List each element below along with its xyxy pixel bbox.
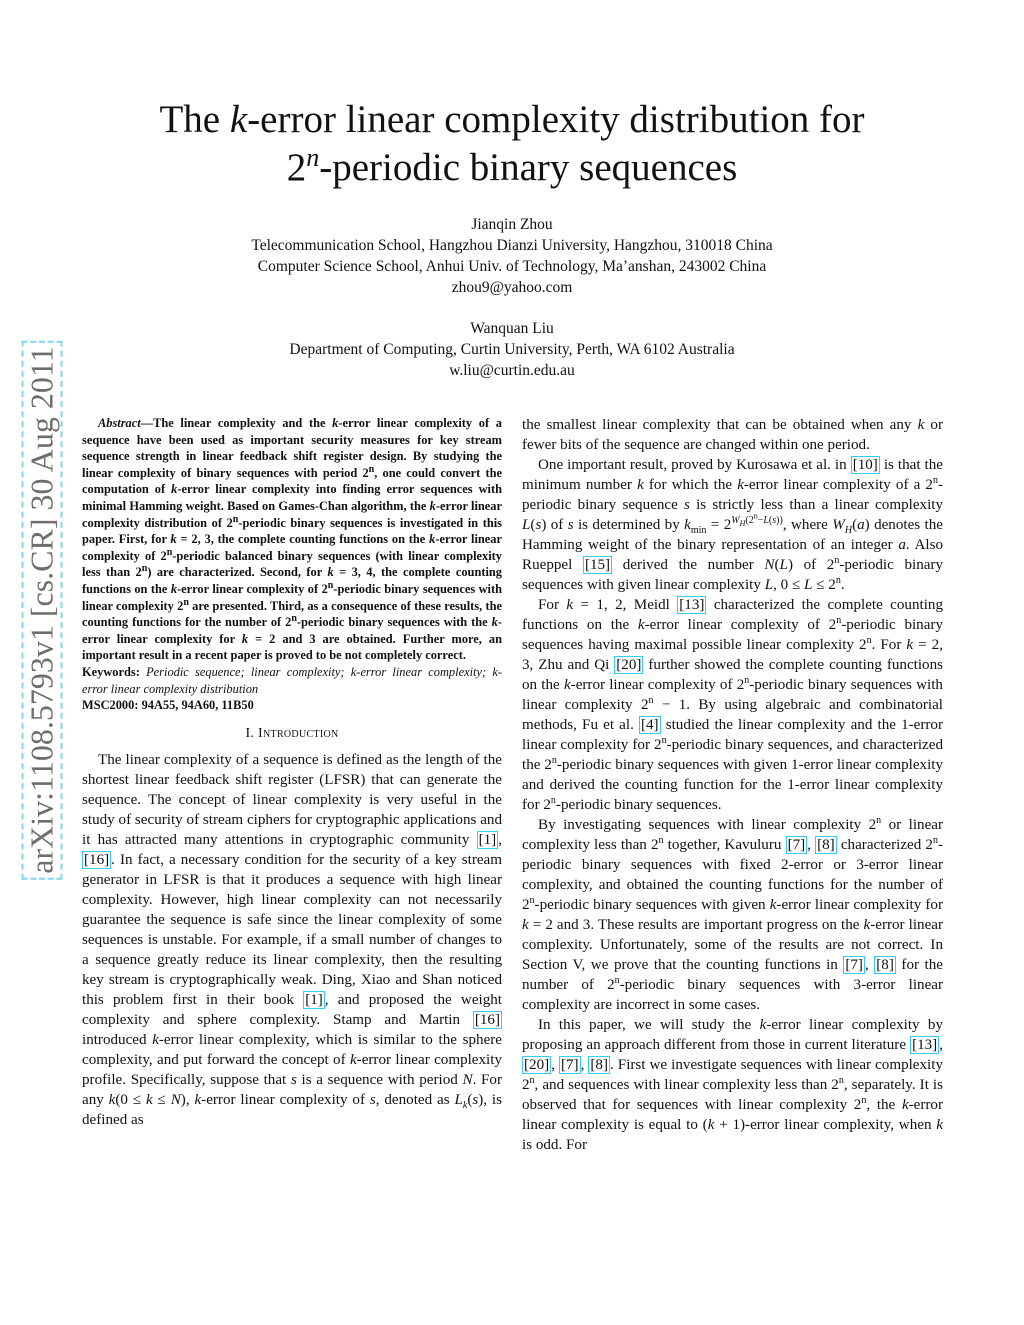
author-affiliation: Telecommunication School, Hangzhou Dianzi University, Hangzhou, 310018 China <box>251 237 773 254</box>
citation-link[interactable]: [8] <box>590 1057 608 1073</box>
title-line-1: The k-error linear complexity distribution for <box>159 98 865 141</box>
msc-codes: MSC2000: 94A55, 94A60, 11B50 <box>82 698 254 713</box>
citation-link[interactable]: [7] <box>845 957 863 973</box>
citation-link[interactable]: [4] <box>640 717 659 733</box>
author-affiliation: Computer Science School, Anhui Univ. of Technology, Ma’anshan, 243002 China <box>257 258 767 275</box>
author-name: Jianqin Zhou <box>471 216 553 233</box>
author-affiliation: Department of Computing, Curtin University, Perth, WA 6102 Australia <box>289 341 735 358</box>
abstract: Abstract—The linear complexity and the k-error linear complexity of a sequence have been used as important security measures for key stream sequence strength in linear feedback shift register design. By studying the linear complexity of binary sequences with period 2$^n$, one could convert the computation of k-error linear complexity into finding error sequences with minimal Hamming weight. Based on Games-Chan algorithm, the k-error linear complexity distribution of 2$^n$-periodic binary sequences is investigated in this paper. First, for k = 2, 3, the complete counting functions on the k-error linear complexity of 2$^n$-periodic balanced binary sequences (with linear complexity less than 2$^n$) are characterized. Second, for k = 3, 4, the complete counting functions on the k-error linear complexity of 2$^n$-periodic binary sequences with linear complexity 2$^n$ are presented. Third, as a consequence of these results, the counting functions for the number of 2$^n$-periodic binary sequences with the k-error linear complexity for k = 2 and 3 are obtained. Further more, an important result in a recent paper is proved to be not completely correct. <box>82 416 503 663</box>
citation-link[interactable]: [7] <box>560 1057 579 1073</box>
intro-paragraph-3: For k = 1, 2, Meidl [13] characterized the complete counting functions on the k-error linear complexity of 2$^n$-periodic binary sequences having maximal possible linear complexity 2$^n$. For k = 2, 3, Zhu and Qi [20] further showed the complete counting functions on the k-error linear complexity of 2$^n$-periodic binary sequences with linear complexity $2^n - 1$. By using algebraic and combinatorial methods, Fu et al. [4] studied the linear complexity and the 1-error linear complexity for 2$^n$-periodic binary sequences, and characterized the 2$^n$-periodic binary sequences with given 1-error linear complexity and derived the counting function for the 1-error linear complexity for 2$^n$-periodic binary sequences. <box>522 597 944 813</box>
author-name: Wanquan Liu <box>470 320 554 337</box>
citation-link[interactable]: [13] <box>912 1037 938 1053</box>
author-block <box>100 214 924 381</box>
intro-paragraph-1-cont: the smallest linear complexity that can be obtained when any k or fewer bits of the sequence are changed within one period. <box>522 417 943 453</box>
author-email[interactable]: zhou9@yahoo.com <box>451 279 573 296</box>
author-email[interactable]: w.liu@curtin.edu.au <box>449 362 575 379</box>
title-line-2: 2$^n$-periodic binary sequences <box>286 143 738 189</box>
citation-link[interactable]: [15] <box>584 557 611 573</box>
arxiv-sidebar <box>17 320 67 900</box>
citation-link[interactable]: [16] <box>474 1011 500 1028</box>
citation-link[interactable]: [8] <box>817 837 835 853</box>
citation-link[interactable]: [8] <box>876 957 894 973</box>
citation-link[interactable]: [1] <box>478 831 497 848</box>
arxiv-identifier[interactable]: arXiv:1108.5793v1 [cs.CR] 30 Aug 2011 <box>22 340 63 879</box>
citation-link[interactable]: [20] <box>524 1057 550 1073</box>
paper-title <box>60 96 964 192</box>
intro-paragraph-1: The linear complexity of a sequence is defined as the length of the shortest linear feedback shift register (LFSR) that can generate the sequence. The concept of linear complexity is very useful in the study of security of stream ciphers for cryptographic applications and it has attracted many attentions in cryptographic community [1] , [16] . In fact, a necessary condition for the security of a key stream generator in LFSR is that it produces a sequence with high linear complexity. However, high linear complexity can not necessarily guarantee the sequence is safe since the linear complexity of some sequences is unstable. For example, if a small number of changes to a sequence greatly reduce its linear complexity, then the resulting key stream is cryptographically weak. Ding, Xiao and Shan noticed this problem first in their book [1] , and proposed the weight complexity and sphere complexity. Stamp and Martin [16] introduced k-error linear complexity, which is similar to the sphere complexity, and put forward the concept of k-error linear complexity profile. Specifically, suppose that s is a sequence with period N. For any k(0 ≤ k ≤ N), k-error linear complexity of s, denoted as $L_k(s)$, is defined as <box>82 751 503 1128</box>
keywords: Keywords: Periodic sequence; linear complexity; k-error linear complexity; k-error linear complexity distribution <box>82 664 502 696</box>
abstract-label: Abstract <box>98 416 141 430</box>
citation-link[interactable]: [16] <box>84 851 110 868</box>
citation-link[interactable]: [13] <box>679 597 705 613</box>
intro-paragraph-4: By investigating sequences with linear complexity 2$^n$ or linear complexity less than 2$^n$ together, Kavuluru [7] , [8] characterized 2$^n$-periodic binary sequences with fixed 2-error or 3-error linear complexity, and obtained the counting functions for the number of 2$^n$-periodic binary sequences with given k-error linear complexity for k = 2 and 3. These results are important progress on the k-error linear complexity. Unfortunately, some of the results are not correct. In Section V, we prove that the counting functions in [7] , [8] for the number of 2$^n$-periodic binary sequences with 3-error linear complexity are incorrect in some cases. <box>522 814 944 1013</box>
section-heading-introduction: I. Introduction <box>245 725 339 741</box>
citation-link[interactable]: [20] <box>616 657 642 673</box>
citation-link[interactable]: [10] <box>852 457 878 473</box>
citation-link[interactable]: [1] <box>305 991 323 1008</box>
left-column <box>82 415 502 1130</box>
intro-paragraph-5: In this paper, we will study the k-error linear complexity by proposing an approach different from those in current literature [13] , [20] , [7] , [8] . First we investigate sequences with linear complexity 2$^n$, and sequences with linear complexity less than 2$^n$, separately. It is observed that for sequences with linear complexity 2$^n$, the k-error linear complexity is equal to (k + 1)-error linear complexity, when k is odd. For <box>522 1017 944 1153</box>
intro-paragraph-2: One important result, proved by Kurosawa et al. in [10] is that the minimum number k for which the k-error linear complexity of a 2$^n$-periodic binary sequence s is strictly less than a linear complexity L(s) of s is determined by $k_{min} = 2^{W_H(2^n-L(s))}$, where $W_H(a)$ denotes the Hamming weight of the binary representation of an integer a. Also Rueppel [15] derived the number N(L) of 2$^n$-periodic binary sequences with given linear complexity L, $0 \le L \le 2^n$. <box>522 457 944 593</box>
right-column <box>522 415 943 1155</box>
citation-link[interactable]: [7] <box>787 837 806 853</box>
